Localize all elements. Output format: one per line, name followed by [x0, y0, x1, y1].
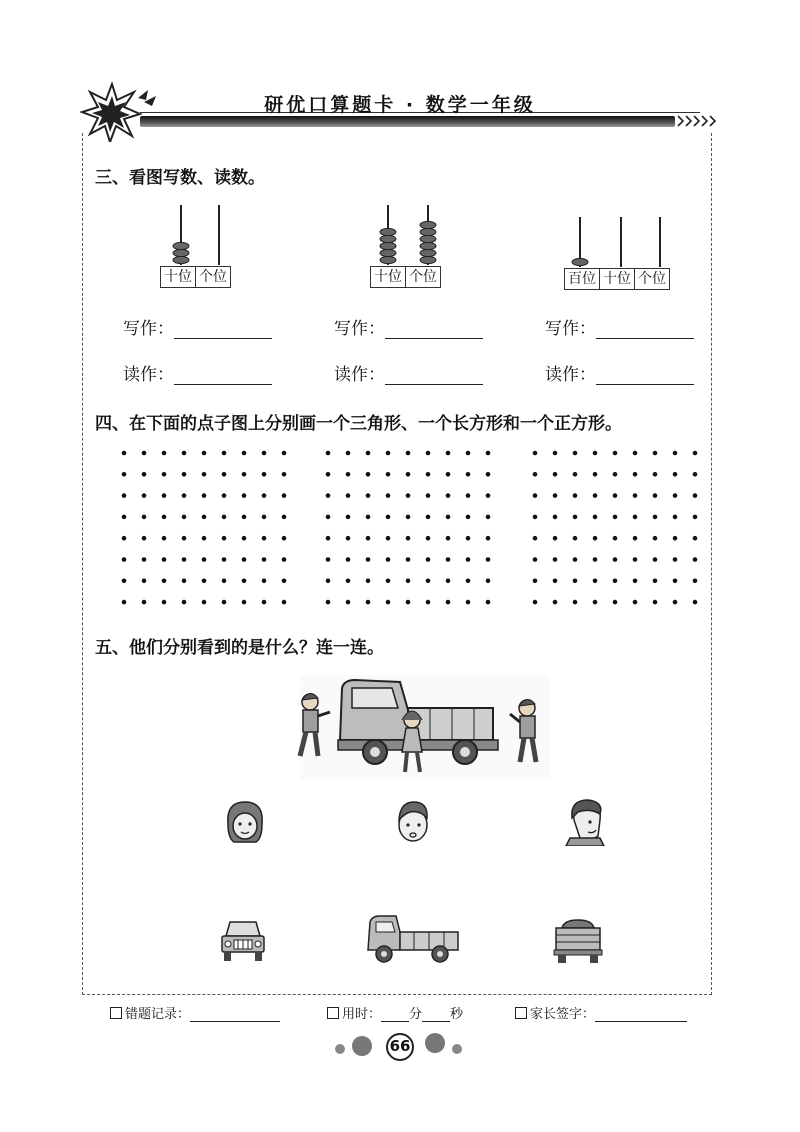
grid-dot[interactable]	[122, 536, 127, 541]
parent-label: 家长签字：	[530, 1007, 596, 1022]
grid-dot[interactable]	[593, 472, 598, 477]
read-answer-line-3[interactable]	[596, 366, 694, 385]
grid-dot[interactable]	[282, 557, 287, 562]
minutes-unit: 分	[409, 1007, 423, 1022]
grid-dot[interactable]	[426, 493, 431, 498]
grid-dot[interactable]	[673, 600, 678, 605]
write-row-3	[545, 314, 694, 339]
grid-dot[interactable]	[326, 536, 331, 541]
grid-dot[interactable]	[573, 493, 578, 498]
grid-dot[interactable]	[466, 579, 471, 584]
grid-dot[interactable]	[346, 579, 351, 584]
grid-dot[interactable]	[202, 557, 207, 562]
grid-dot[interactable]	[326, 579, 331, 584]
grid-dot[interactable]	[633, 579, 638, 584]
grid-dot[interactable]	[573, 557, 578, 562]
grid-dot[interactable]	[142, 557, 147, 562]
grid-dot[interactable]	[486, 451, 491, 456]
read-label: 读作：	[123, 365, 174, 385]
abacus-1	[155, 203, 245, 265]
grid-dot[interactable]	[426, 451, 431, 456]
grid-dot[interactable]	[593, 493, 598, 498]
abacus-1-beads	[173, 242, 189, 263]
grid-dot[interactable]	[673, 536, 678, 541]
grid-dot[interactable]	[406, 493, 411, 498]
grid-dot[interactable]	[406, 515, 411, 520]
grid-dot[interactable]	[593, 579, 598, 584]
grid-dot[interactable]	[162, 451, 167, 456]
grid-dot[interactable]	[202, 536, 207, 541]
grid-dot[interactable]	[573, 600, 578, 605]
grid-dot[interactable]	[282, 515, 287, 520]
grid-dot[interactable]	[222, 557, 227, 562]
place-label: 个位	[634, 269, 669, 289]
grid-dot[interactable]	[573, 579, 578, 584]
grid-dot[interactable]	[122, 579, 127, 584]
dot-grid-3[interactable]	[533, 451, 698, 605]
grid-dot[interactable]	[533, 600, 538, 605]
grid-dot[interactable]	[282, 472, 287, 477]
grid-dot[interactable]	[613, 600, 618, 605]
grid-dot[interactable]	[122, 472, 127, 477]
grid-dot[interactable]	[346, 493, 351, 498]
parent-checkbox[interactable]	[515, 1007, 527, 1019]
grid-dot[interactable]	[553, 451, 558, 456]
grid-dot[interactable]	[406, 472, 411, 477]
grid-dot[interactable]	[122, 557, 127, 562]
grid-dot[interactable]	[326, 557, 331, 562]
place-label: 十位	[374, 269, 402, 285]
grid-dot[interactable]	[386, 472, 391, 477]
grid-dot[interactable]	[673, 579, 678, 584]
grid-dot[interactable]	[122, 515, 127, 520]
grid-dot[interactable]	[446, 493, 451, 498]
grid-dot[interactable]	[573, 451, 578, 456]
grid-dot[interactable]	[386, 579, 391, 584]
grid-dot[interactable]	[633, 557, 638, 562]
grid-dot[interactable]	[346, 536, 351, 541]
grid-dot[interactable]	[573, 536, 578, 541]
grid-dot[interactable]	[693, 472, 698, 477]
grid-dot[interactable]	[553, 493, 558, 498]
grid-dot[interactable]	[553, 557, 558, 562]
grid-dot[interactable]	[346, 472, 351, 477]
grid-dot[interactable]	[446, 536, 451, 541]
grid-dot[interactable]	[633, 536, 638, 541]
grid-dot[interactable]	[122, 451, 127, 456]
abacus-2-ones-beads	[420, 221, 436, 263]
grid-dot[interactable]	[222, 493, 227, 498]
grid-dot[interactable]	[426, 536, 431, 541]
grid-dot[interactable]	[553, 472, 558, 477]
grid-dot[interactable]	[446, 579, 451, 584]
grid-dot[interactable]	[202, 451, 207, 456]
grid-dot[interactable]	[162, 557, 167, 562]
time-checkbox[interactable]	[327, 1007, 339, 1019]
grid-dot[interactable]	[326, 600, 331, 605]
grid-dot[interactable]	[406, 536, 411, 541]
grid-dot[interactable]	[533, 579, 538, 584]
grid-dot[interactable]	[613, 579, 618, 584]
grid-dot[interactable]	[262, 579, 267, 584]
grid-dot[interactable]	[466, 451, 471, 456]
grid-dot[interactable]	[426, 557, 431, 562]
grid-dot[interactable]	[673, 451, 678, 456]
grid-dot[interactable]	[593, 557, 598, 562]
grid-dot[interactable]	[426, 515, 431, 520]
grid-dot[interactable]	[426, 472, 431, 477]
grid-dot[interactable]	[262, 472, 267, 477]
grid-dot[interactable]	[182, 536, 187, 541]
read-row-2	[334, 360, 483, 385]
grid-dot[interactable]	[446, 472, 451, 477]
abacus-2-tens-beads	[380, 228, 396, 263]
abacus-3-bead	[572, 258, 588, 265]
grid-dot[interactable]	[202, 600, 207, 605]
abacus-2	[366, 203, 456, 265]
grid-dot[interactable]	[242, 472, 247, 477]
grid-dot[interactable]	[162, 600, 167, 605]
boy-face-icon	[390, 798, 436, 846]
grid-dot[interactable]	[613, 493, 618, 498]
seconds-unit: 秒	[450, 1007, 464, 1022]
grid-dot[interactable]	[222, 451, 227, 456]
grid-dot[interactable]	[633, 515, 638, 520]
grid-dot[interactable]	[446, 515, 451, 520]
grid-dot[interactable]	[346, 557, 351, 562]
grid-dot[interactable]	[242, 493, 247, 498]
write-answer-line-2[interactable]	[385, 320, 483, 339]
grid-dot[interactable]	[693, 579, 698, 584]
grid-dot[interactable]	[693, 557, 698, 562]
grid-dot[interactable]	[122, 600, 127, 605]
grid-dot[interactable]	[122, 493, 127, 498]
grid-dot[interactable]	[142, 579, 147, 584]
grid-dot[interactable]	[326, 472, 331, 477]
dot-grid-2[interactable]	[326, 451, 491, 605]
grid-dot[interactable]	[242, 451, 247, 456]
grid-dot[interactable]	[222, 536, 227, 541]
grid-dot[interactable]	[142, 536, 147, 541]
girl-face-icon	[222, 798, 268, 846]
grid-dot[interactable]	[653, 493, 658, 498]
write-label: 写作：	[545, 319, 596, 339]
time-label: 用时：	[342, 1007, 382, 1022]
grid-dot[interactable]	[673, 493, 678, 498]
grid-dot[interactable]	[386, 515, 391, 520]
grid-dot[interactable]	[486, 557, 491, 562]
read-row-3	[545, 360, 694, 385]
grid-dot[interactable]	[366, 493, 371, 498]
read-row-1	[123, 360, 272, 385]
grid-dot[interactable]	[282, 600, 287, 605]
grid-dot[interactable]	[162, 579, 167, 584]
section3-title: 三、看图写数、读数。	[95, 168, 265, 188]
grid-dot[interactable]	[142, 515, 147, 520]
grid-dot[interactable]	[693, 515, 698, 520]
grid-dot[interactable]	[182, 515, 187, 520]
grid-dot[interactable]	[693, 536, 698, 541]
grid-dot[interactable]	[573, 515, 578, 520]
grid-dot[interactable]	[486, 536, 491, 541]
truck-side-view-icon	[362, 912, 462, 964]
grid-dot[interactable]	[262, 557, 267, 562]
place-label: 十位	[599, 269, 634, 289]
grid-dot[interactable]	[593, 600, 598, 605]
grid-dot[interactable]	[222, 472, 227, 477]
grid-dot[interactable]	[673, 472, 678, 477]
grid-dot[interactable]	[282, 493, 287, 498]
grid-dot[interactable]	[613, 536, 618, 541]
minutes-input-line[interactable]	[381, 1007, 409, 1022]
grid-dot[interactable]	[366, 472, 371, 477]
grid-dot[interactable]	[486, 472, 491, 477]
grid-dot[interactable]	[533, 536, 538, 541]
grid-dot[interactable]	[326, 493, 331, 498]
grid-dot[interactable]	[242, 579, 247, 584]
grid-dot[interactable]	[202, 472, 207, 477]
write-row-2	[334, 314, 483, 339]
grid-dot[interactable]	[533, 557, 538, 562]
header-rule	[140, 116, 675, 127]
grid-dot[interactable]	[426, 600, 431, 605]
write-answer-line-3[interactable]	[596, 320, 694, 339]
grid-dot[interactable]	[182, 600, 187, 605]
write-label: 写作：	[123, 319, 174, 339]
grid-dot[interactable]	[653, 600, 658, 605]
grid-dot[interactable]	[446, 600, 451, 605]
abacus-2-place-labels	[370, 266, 441, 288]
grid-dot[interactable]	[222, 600, 227, 605]
grid-dot[interactable]	[262, 515, 267, 520]
grid-dot[interactable]	[633, 451, 638, 456]
grid-dot[interactable]	[653, 579, 658, 584]
grid-dot[interactable]	[366, 536, 371, 541]
grid-dot[interactable]	[182, 579, 187, 584]
parent-signature	[515, 1003, 687, 1022]
grid-dot[interactable]	[182, 472, 187, 477]
grid-dot[interactable]	[142, 600, 147, 605]
grid-dot[interactable]	[466, 600, 471, 605]
seconds-input-line[interactable]	[422, 1007, 450, 1022]
place-label: 个位	[195, 267, 230, 287]
grid-dot[interactable]	[142, 451, 147, 456]
grid-dot[interactable]	[386, 600, 391, 605]
grid-dot[interactable]	[346, 600, 351, 605]
grid-dot[interactable]	[326, 515, 331, 520]
errors-checkbox[interactable]	[110, 1007, 122, 1019]
grid-dot[interactable]	[366, 515, 371, 520]
grid-dot[interactable]	[182, 451, 187, 456]
dot-grid-1[interactable]	[122, 451, 287, 605]
read-answer-line-1[interactable]	[174, 366, 272, 385]
time-used	[327, 1003, 463, 1022]
grid-dot[interactable]	[693, 451, 698, 456]
grid-dot[interactable]	[573, 472, 578, 477]
errors-input-line[interactable]	[190, 1007, 280, 1022]
grid-dot[interactable]	[326, 451, 331, 456]
place-label: 个位	[405, 267, 440, 287]
errors-record	[110, 1003, 280, 1022]
grid-dot[interactable]	[533, 451, 538, 456]
grid-dot[interactable]	[262, 536, 267, 541]
parent-signature-line[interactable]	[595, 1007, 687, 1022]
grid-dot[interactable]	[242, 600, 247, 605]
grid-dot[interactable]	[533, 493, 538, 498]
grid-dot[interactable]	[242, 515, 247, 520]
read-label: 读作：	[545, 365, 596, 385]
grid-dot[interactable]	[553, 515, 558, 520]
header-arrows-icon	[676, 114, 718, 128]
grid-dot[interactable]	[162, 493, 167, 498]
grid-dot[interactable]	[466, 515, 471, 520]
grid-dot[interactable]	[653, 515, 658, 520]
grid-dot[interactable]	[162, 472, 167, 477]
grid-dot[interactable]	[673, 557, 678, 562]
grid-dot[interactable]	[613, 451, 618, 456]
page-header-title: 研优口算题卡 · 数学一年级	[264, 94, 536, 116]
abacus-3-place-labels	[564, 268, 670, 290]
grid-dot[interactable]	[633, 493, 638, 498]
write-label: 写作：	[334, 319, 385, 339]
grid-dot[interactable]	[486, 493, 491, 498]
grid-dot[interactable]	[366, 451, 371, 456]
grid-dot[interactable]	[262, 451, 267, 456]
grid-dot[interactable]	[553, 579, 558, 584]
grid-dot[interactable]	[446, 557, 451, 562]
grid-dot[interactable]	[406, 451, 411, 456]
grid-dot[interactable]	[242, 536, 247, 541]
grid-dot[interactable]	[693, 600, 698, 605]
grid-dot[interactable]	[222, 579, 227, 584]
grid-dot[interactable]	[386, 451, 391, 456]
grid-dot[interactable]	[553, 600, 558, 605]
grid-dot[interactable]	[282, 536, 287, 541]
errors-label: 错题记录：	[125, 1007, 191, 1022]
abacus-3	[560, 215, 690, 267]
write-answer-line-1[interactable]	[174, 320, 272, 339]
grid-dot[interactable]	[242, 557, 247, 562]
grid-dot[interactable]	[366, 579, 371, 584]
truck-front-view-icon	[218, 918, 268, 964]
boy-profile-face-icon	[560, 796, 608, 846]
grid-dot[interactable]	[162, 515, 167, 520]
grid-dot[interactable]	[466, 557, 471, 562]
grid-dot[interactable]	[202, 515, 207, 520]
grid-dot[interactable]	[282, 451, 287, 456]
grid-dot[interactable]	[673, 515, 678, 520]
grid-dot[interactable]	[366, 557, 371, 562]
grid-dot[interactable]	[366, 600, 371, 605]
grid-dot[interactable]	[262, 493, 267, 498]
write-row-1	[123, 314, 272, 339]
grid-dot[interactable]	[386, 557, 391, 562]
grid-dot[interactable]	[426, 579, 431, 584]
grid-dot[interactable]	[162, 536, 167, 541]
grid-dot[interactable]	[182, 493, 187, 498]
grid-dot[interactable]	[406, 579, 411, 584]
section4-title: 四、在下面的点子图上分别画一个三角形、一个长方形和一个正方形。	[95, 414, 622, 434]
grid-dot[interactable]	[142, 472, 147, 477]
grid-dot[interactable]	[486, 515, 491, 520]
grid-dot[interactable]	[693, 493, 698, 498]
grid-dot[interactable]	[593, 451, 598, 456]
section5-title: 五、他们分别看到的是什么？连一连。	[95, 638, 384, 658]
grid-dot[interactable]	[202, 493, 207, 498]
grid-dot[interactable]	[633, 600, 638, 605]
grid-dot[interactable]	[613, 472, 618, 477]
grid-dot[interactable]	[386, 536, 391, 541]
grid-dot[interactable]	[346, 451, 351, 456]
grid-dot[interactable]	[653, 557, 658, 562]
grid-dot[interactable]	[613, 557, 618, 562]
grid-dot[interactable]	[653, 451, 658, 456]
grid-dot[interactable]	[533, 515, 538, 520]
grid-dot[interactable]	[202, 579, 207, 584]
grid-dot[interactable]	[346, 515, 351, 520]
grid-dot[interactable]	[466, 536, 471, 541]
abacus-1-place-labels	[160, 266, 231, 288]
truck-back-view-icon	[550, 918, 606, 964]
grid-dot[interactable]	[386, 493, 391, 498]
grid-dot[interactable]	[406, 600, 411, 605]
grid-dot[interactable]	[653, 536, 658, 541]
read-label: 读作：	[334, 365, 385, 385]
grid-dot[interactable]	[182, 557, 187, 562]
dot-grids[interactable]	[110, 445, 720, 610]
grid-dot[interactable]	[593, 515, 598, 520]
place-label: 十位	[164, 269, 192, 285]
grid-dot[interactable]	[593, 536, 598, 541]
page-number: 66	[389, 1037, 411, 1055]
grid-dot[interactable]	[406, 557, 411, 562]
grid-dot[interactable]	[653, 472, 658, 477]
grid-dot[interactable]	[222, 515, 227, 520]
grid-dot[interactable]	[466, 472, 471, 477]
grid-dot[interactable]	[446, 451, 451, 456]
grid-dot[interactable]	[466, 493, 471, 498]
grid-dot[interactable]	[633, 472, 638, 477]
grid-dot[interactable]	[613, 515, 618, 520]
read-answer-line-2[interactable]	[385, 366, 483, 385]
grid-dot[interactable]	[142, 493, 147, 498]
grid-dot[interactable]	[533, 472, 538, 477]
grid-dot[interactable]	[282, 579, 287, 584]
grid-dot[interactable]	[486, 600, 491, 605]
truck-scene-illustration	[280, 670, 550, 785]
grid-dot[interactable]	[553, 536, 558, 541]
grid-dot[interactable]	[486, 579, 491, 584]
place-label: 百位	[568, 271, 596, 287]
grid-dot[interactable]	[262, 600, 267, 605]
